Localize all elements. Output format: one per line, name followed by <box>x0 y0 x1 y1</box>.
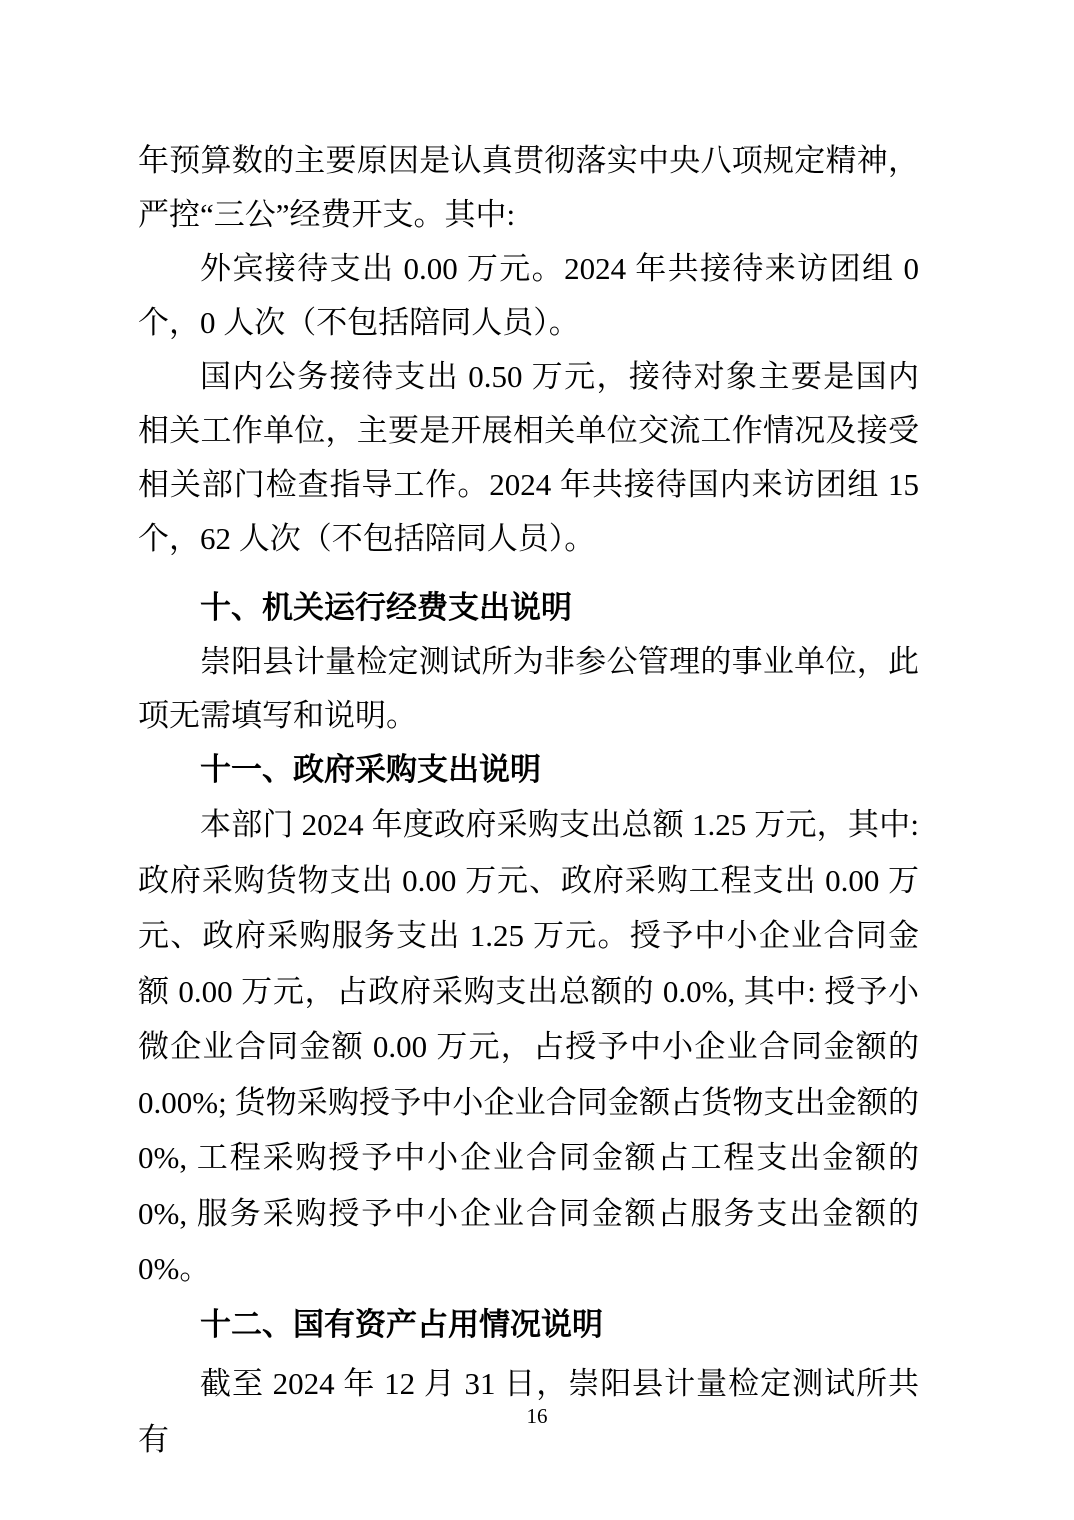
paragraph-operating-expenses-note: 崇阳县计量检定测试所为非参公管理的事业单位，此项无需填写和说明。 <box>138 644 919 733</box>
section-heading-11-government-procurement: 十一、政府采购支出说明 <box>200 752 541 787</box>
page-number: 16 <box>526 1404 548 1428</box>
paragraph-foreign-guest-reception: 外宾接待支出 0.00 万元。2024 年共接待来访团组 0 个，0 人次（不包括陪同人员）。 <box>138 251 919 340</box>
paragraph-government-procurement-detail: 本部门 2024 年度政府采购支出总额 1.25 万元，其中:政府采购货物支出 0.00 万元、政府采购工程支出 0.00 万元、政府采购服务支出 1.25 万元。授予中小企业合同金额 0.00 万元，占政府采购支出总额的 0.0%, 其中: 授予小微企业合同金额 0.00 万元，占授予中小企业合同金额的 0.00%; 货物采购授予中小企业合同金额占货物支出金额的 0%, 工程采购授予中小企业合同金额占工程支出金额的 0%, 服务采购授予中小企业合同金额占服务支出金额的 0%。 <box>138 807 919 1286</box>
section-heading-10-operating-expenses: 十、机关运行经费支出说明 <box>200 590 572 625</box>
paragraph-domestic-official-reception: 国内公务接待支出 0.50 万元，接待对象主要是国内相关工作单位，主要是开展相关单位交流工作情况及接受相关部门检查指导工作。2024 年共接待国内来访团组 15 个，62 人次（不包括陪同人员）。 <box>138 359 919 556</box>
section-heading-12-state-owned-assets: 十二、国有资产占用情况说明 <box>200 1306 603 1342</box>
paragraph-state-owned-assets-intro: 截至 2024 年 12 月 31 日，崇阳县计量检定测试所共有 <box>138 1366 919 1457</box>
paragraph-three-public-funds-continued: 年预算数的主要原因是认真贯彻落实中央八项规定精神，严控“三公”经费开支。其中: <box>138 143 919 232</box>
